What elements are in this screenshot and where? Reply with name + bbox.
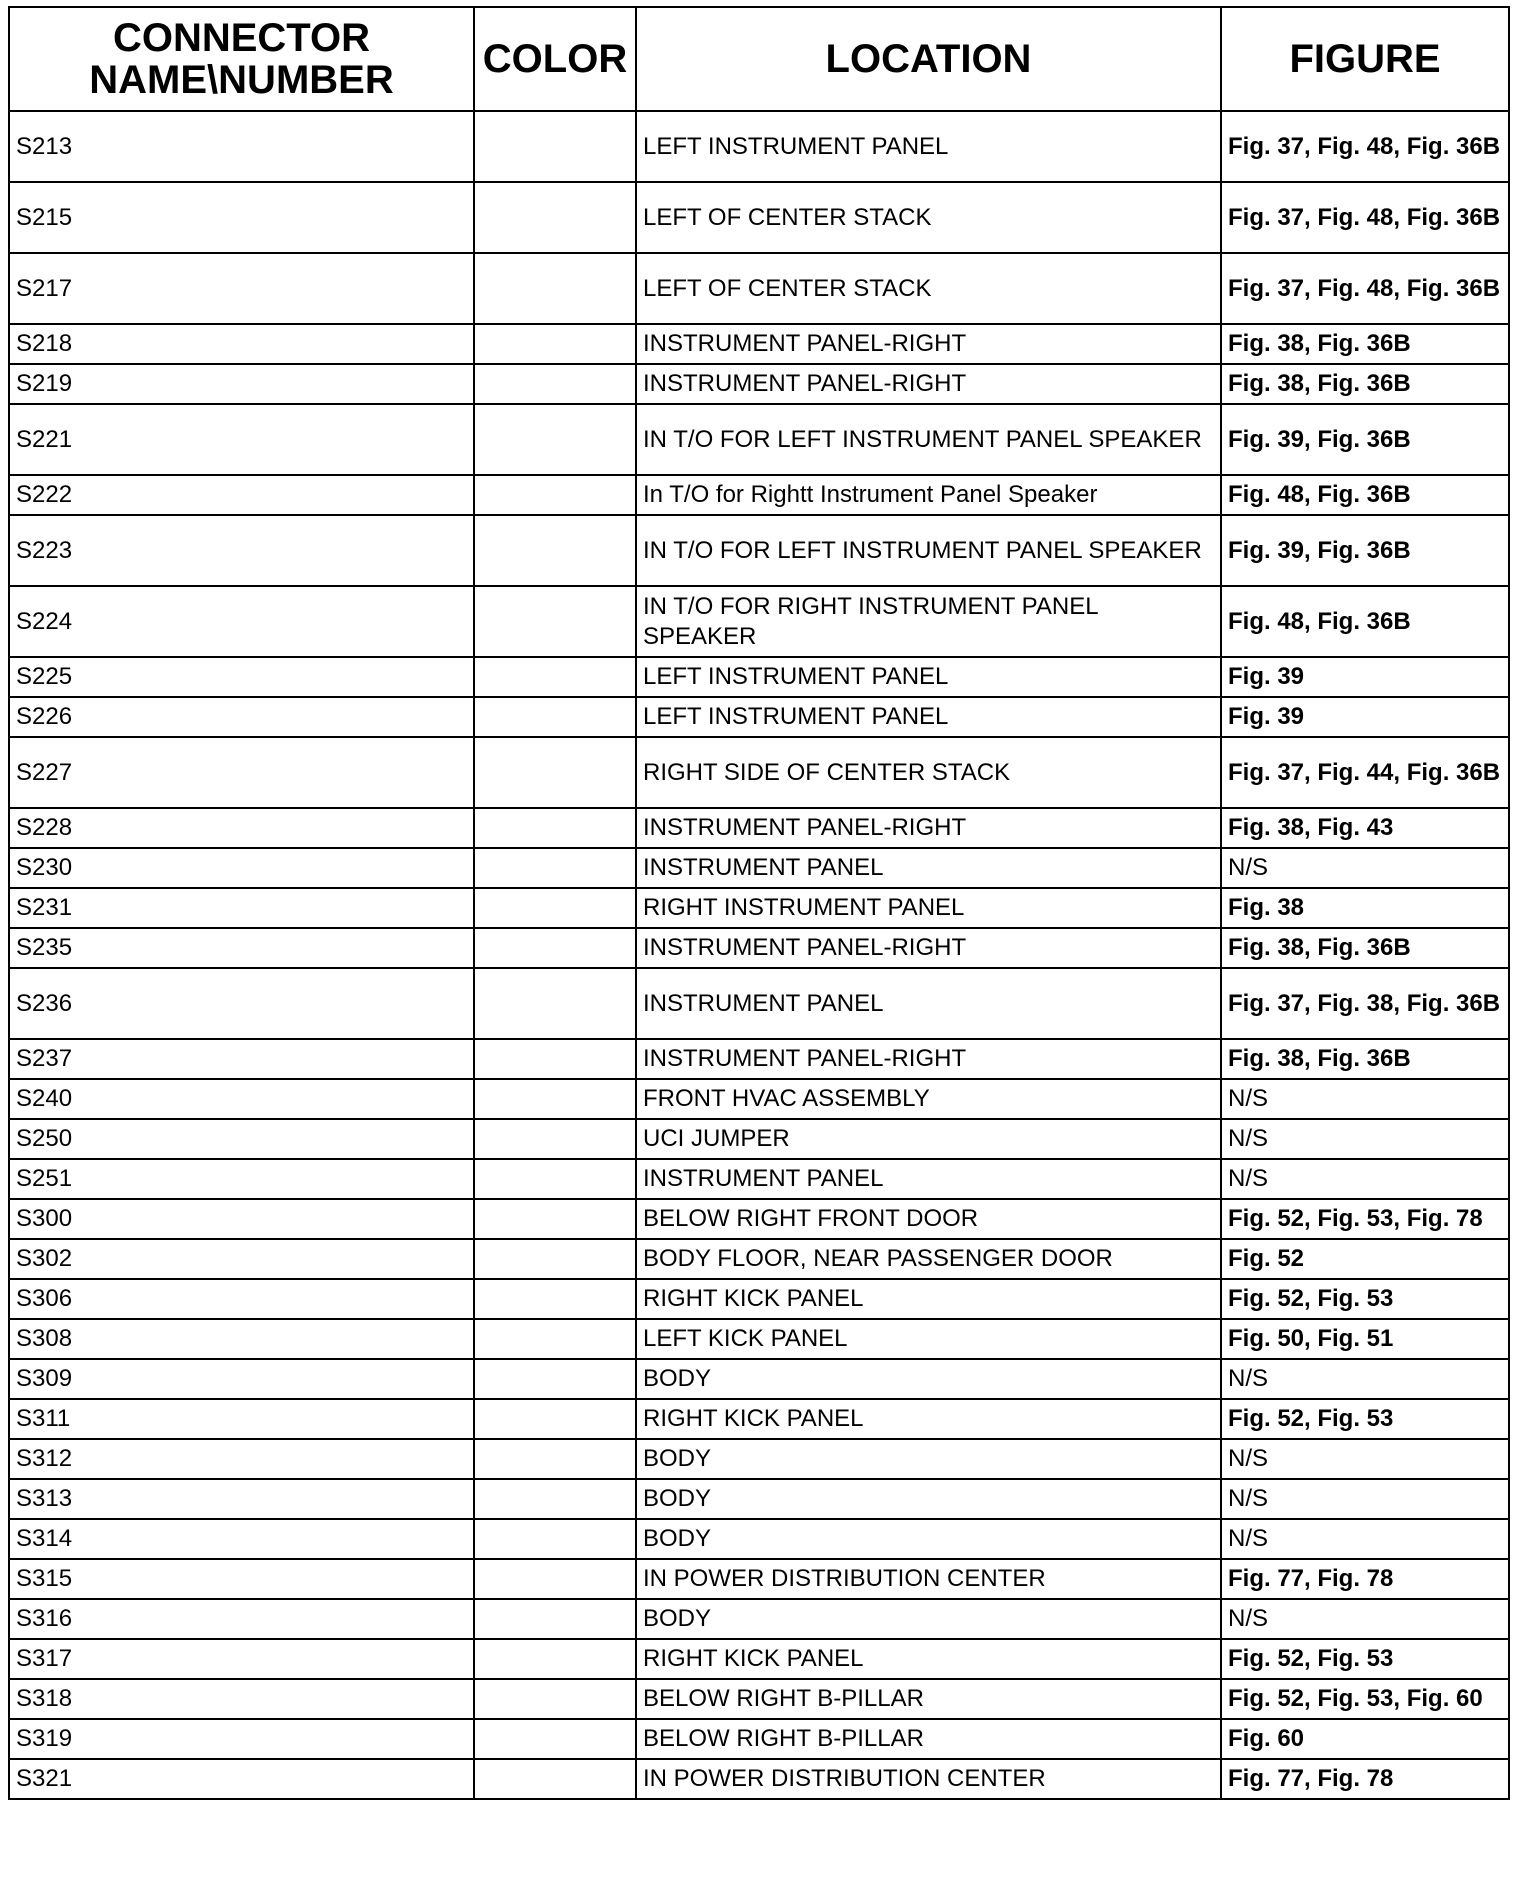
cell-location: LEFT INSTRUMENT PANEL (636, 111, 1221, 182)
cell-connector-name: S316 (9, 1599, 474, 1639)
table-row (9, 1319, 1509, 1359)
cell-figure: Fig. 48, Fig. 36B (1221, 586, 1509, 657)
cell-connector-name: S300 (9, 1199, 474, 1239)
table-row (9, 1079, 1509, 1119)
table-row (9, 928, 1509, 968)
cell-color (474, 1639, 636, 1679)
cell-color (474, 657, 636, 697)
table-row (9, 888, 1509, 928)
cell-connector-name: S317 (9, 1639, 474, 1679)
cell-connector-name: S237 (9, 1039, 474, 1079)
cell-location: RIGHT KICK PANEL (636, 1639, 1221, 1679)
cell-color (474, 848, 636, 888)
cell-location: IN T/O FOR LEFT INSTRUMENT PANEL SPEAKER (636, 515, 1221, 586)
cell-figure: Fig. 52, Fig. 53, Fig. 78 (1221, 1199, 1509, 1239)
cell-color (474, 1319, 636, 1359)
cell-color (474, 1759, 636, 1799)
table-row (9, 364, 1509, 404)
table-row (9, 1759, 1509, 1799)
cell-color (474, 1159, 636, 1199)
cell-connector-name: S227 (9, 737, 474, 808)
cell-connector-name: S228 (9, 808, 474, 848)
table-row (9, 475, 1509, 515)
cell-location: RIGHT KICK PANEL (636, 1279, 1221, 1319)
cell-figure: Fig. 37, Fig. 48, Fig. 36B (1221, 111, 1509, 182)
table-row (9, 1559, 1509, 1599)
cell-connector-name: S314 (9, 1519, 474, 1559)
table-row (9, 253, 1509, 324)
cell-figure: N/S (1221, 1079, 1509, 1119)
cell-location: BODY (636, 1479, 1221, 1519)
cell-connector-name: S235 (9, 928, 474, 968)
cell-location: BODY (636, 1359, 1221, 1399)
cell-location: RIGHT INSTRUMENT PANEL (636, 888, 1221, 928)
cell-connector-name: S302 (9, 1239, 474, 1279)
cell-location: BELOW RIGHT B-PILLAR (636, 1719, 1221, 1759)
cell-figure: Fig. 38, Fig. 36B (1221, 324, 1509, 364)
cell-color (474, 968, 636, 1039)
cell-color (474, 404, 636, 475)
header-row (9, 7, 1509, 111)
table-row (9, 515, 1509, 586)
cell-connector-name: S319 (9, 1719, 474, 1759)
cell-location: BELOW RIGHT FRONT DOOR (636, 1199, 1221, 1239)
cell-color (474, 253, 636, 324)
cell-figure: Fig. 52, Fig. 53, Fig. 60 (1221, 1679, 1509, 1719)
cell-figure: N/S (1221, 1159, 1509, 1199)
cell-location: INSTRUMENT PANEL-RIGHT (636, 324, 1221, 364)
cell-color (474, 1599, 636, 1639)
cell-figure: Fig. 77, Fig. 78 (1221, 1759, 1509, 1799)
cell-location: LEFT INSTRUMENT PANEL (636, 657, 1221, 697)
table-row (9, 697, 1509, 737)
cell-location: INSTRUMENT PANEL-RIGHT (636, 928, 1221, 968)
cell-connector-name: S222 (9, 475, 474, 515)
cell-connector-name: S213 (9, 111, 474, 182)
cell-figure: Fig. 52, Fig. 53 (1221, 1639, 1509, 1679)
table-row (9, 657, 1509, 697)
cell-color (474, 928, 636, 968)
cell-color (474, 1359, 636, 1399)
cell-figure: Fig. 38 (1221, 888, 1509, 928)
cell-color (474, 1199, 636, 1239)
cell-location: RIGHT SIDE OF CENTER STACK (636, 737, 1221, 808)
cell-figure: N/S (1221, 1479, 1509, 1519)
table-row (9, 1279, 1509, 1319)
cell-location: BELOW RIGHT B-PILLAR (636, 1679, 1221, 1719)
cell-color (474, 1719, 636, 1759)
cell-location: INSTRUMENT PANEL (636, 968, 1221, 1039)
cell-location: In T/O for Rightt Instrument Panel Speaker (636, 475, 1221, 515)
cell-location: RIGHT KICK PANEL (636, 1399, 1221, 1439)
table-row (9, 808, 1509, 848)
cell-figure: Fig. 52, Fig. 53 (1221, 1399, 1509, 1439)
cell-color (474, 515, 636, 586)
cell-figure: N/S (1221, 1359, 1509, 1399)
cell-color (474, 808, 636, 848)
cell-connector-name: S225 (9, 657, 474, 697)
cell-location: INSTRUMENT PANEL (636, 848, 1221, 888)
table-row (9, 1519, 1509, 1559)
cell-location: INSTRUMENT PANEL-RIGHT (636, 808, 1221, 848)
cell-color (474, 586, 636, 657)
cell-connector-name: S215 (9, 182, 474, 253)
cell-color (474, 1559, 636, 1599)
cell-connector-name: S219 (9, 364, 474, 404)
cell-color (474, 737, 636, 808)
cell-color (474, 475, 636, 515)
cell-figure: Fig. 52, Fig. 53 (1221, 1279, 1509, 1319)
cell-figure: N/S (1221, 848, 1509, 888)
cell-figure: Fig. 38, Fig. 43 (1221, 808, 1509, 848)
table-row (9, 1199, 1509, 1239)
cell-connector-name: S309 (9, 1359, 474, 1399)
table-row (9, 968, 1509, 1039)
cell-color (474, 364, 636, 404)
table-row (9, 737, 1509, 808)
cell-connector-name: S313 (9, 1479, 474, 1519)
cell-location: LEFT KICK PANEL (636, 1319, 1221, 1359)
cell-location: BODY (636, 1439, 1221, 1479)
cell-connector-name: S218 (9, 324, 474, 364)
cell-location: BODY (636, 1599, 1221, 1639)
cell-location: LEFT INSTRUMENT PANEL (636, 697, 1221, 737)
cell-connector-name: S240 (9, 1079, 474, 1119)
header-location: LOCATION (636, 7, 1221, 111)
table-row (9, 1119, 1509, 1159)
cell-location: INSTRUMENT PANEL (636, 1159, 1221, 1199)
cell-figure: Fig. 60 (1221, 1719, 1509, 1759)
cell-color (474, 111, 636, 182)
table-row (9, 848, 1509, 888)
cell-connector-name: S315 (9, 1559, 474, 1599)
header-figure: FIGURE (1221, 7, 1509, 111)
cell-connector-name: S251 (9, 1159, 474, 1199)
cell-figure: Fig. 38, Fig. 36B (1221, 928, 1509, 968)
table-row (9, 1039, 1509, 1079)
header-connector-name: CONNECTOR NAME\NUMBER (9, 7, 474, 111)
cell-connector-name: S226 (9, 697, 474, 737)
cell-figure: N/S (1221, 1599, 1509, 1639)
table-row (9, 182, 1509, 253)
cell-location: IN POWER DISTRIBUTION CENTER (636, 1559, 1221, 1599)
cell-color (474, 324, 636, 364)
connector-table (8, 6, 1510, 1800)
cell-location: BODY FLOOR, NEAR PASSENGER DOOR (636, 1239, 1221, 1279)
header-color: COLOR (474, 7, 636, 111)
table-row (9, 586, 1509, 657)
cell-figure: N/S (1221, 1439, 1509, 1479)
table-row (9, 1159, 1509, 1199)
cell-figure: N/S (1221, 1519, 1509, 1559)
cell-color (474, 1519, 636, 1559)
cell-connector-name: S321 (9, 1759, 474, 1799)
cell-connector-name: S223 (9, 515, 474, 586)
cell-location: IN T/O FOR RIGHT INSTRUMENT PANEL SPEAKER (636, 586, 1221, 657)
cell-connector-name: S224 (9, 586, 474, 657)
table-row (9, 1599, 1509, 1639)
cell-color (474, 1439, 636, 1479)
cell-figure: Fig. 38, Fig. 36B (1221, 1039, 1509, 1079)
table-row (9, 1719, 1509, 1759)
cell-color (474, 1039, 636, 1079)
cell-figure: Fig. 77, Fig. 78 (1221, 1559, 1509, 1599)
cell-figure: Fig. 48, Fig. 36B (1221, 475, 1509, 515)
table-row (9, 404, 1509, 475)
cell-figure: Fig. 39 (1221, 697, 1509, 737)
cell-location: BODY (636, 1519, 1221, 1559)
cell-color (474, 1079, 636, 1119)
cell-location: INSTRUMENT PANEL-RIGHT (636, 1039, 1221, 1079)
cell-connector-name: S308 (9, 1319, 474, 1359)
cell-connector-name: S312 (9, 1439, 474, 1479)
cell-connector-name: S217 (9, 253, 474, 324)
table-row (9, 111, 1509, 182)
cell-figure: Fig. 52 (1221, 1239, 1509, 1279)
cell-connector-name: S230 (9, 848, 474, 888)
cell-color (474, 1239, 636, 1279)
cell-location: LEFT OF CENTER STACK (636, 182, 1221, 253)
cell-connector-name: S250 (9, 1119, 474, 1159)
cell-figure: Fig. 37, Fig. 38, Fig. 36B (1221, 968, 1509, 1039)
table-row (9, 1679, 1509, 1719)
cell-location: LEFT OF CENTER STACK (636, 253, 1221, 324)
cell-figure: Fig. 39 (1221, 657, 1509, 697)
cell-figure: Fig. 37, Fig. 48, Fig. 36B (1221, 182, 1509, 253)
table-row (9, 1639, 1509, 1679)
cell-figure: Fig. 37, Fig. 48, Fig. 36B (1221, 253, 1509, 324)
table-row (9, 1359, 1509, 1399)
cell-color (474, 1119, 636, 1159)
table-row (9, 1399, 1509, 1439)
cell-color (474, 697, 636, 737)
cell-connector-name: S236 (9, 968, 474, 1039)
cell-connector-name: S221 (9, 404, 474, 475)
cell-connector-name: S311 (9, 1399, 474, 1439)
cell-color (474, 1279, 636, 1319)
cell-location: IN T/O FOR LEFT INSTRUMENT PANEL SPEAKER (636, 404, 1221, 475)
cell-location: FRONT HVAC ASSEMBLY (636, 1079, 1221, 1119)
cell-color (474, 1679, 636, 1719)
cell-color (474, 1399, 636, 1439)
cell-connector-name: S318 (9, 1679, 474, 1719)
cell-figure: Fig. 38, Fig. 36B (1221, 364, 1509, 404)
cell-connector-name: S231 (9, 888, 474, 928)
cell-location: UCI JUMPER (636, 1119, 1221, 1159)
cell-figure: Fig. 50, Fig. 51 (1221, 1319, 1509, 1359)
cell-figure: Fig. 39, Fig. 36B (1221, 515, 1509, 586)
cell-figure: N/S (1221, 1119, 1509, 1159)
cell-connector-name: S306 (9, 1279, 474, 1319)
cell-color (474, 1479, 636, 1519)
cell-location: IN POWER DISTRIBUTION CENTER (636, 1759, 1221, 1799)
table-row (9, 1479, 1509, 1519)
cell-figure: Fig. 39, Fig. 36B (1221, 404, 1509, 475)
table-row (9, 324, 1509, 364)
cell-location: INSTRUMENT PANEL-RIGHT (636, 364, 1221, 404)
cell-color (474, 888, 636, 928)
cell-color (474, 182, 636, 253)
table-row (9, 1439, 1509, 1479)
table-row (9, 1239, 1509, 1279)
cell-figure: Fig. 37, Fig. 44, Fig. 36B (1221, 737, 1509, 808)
